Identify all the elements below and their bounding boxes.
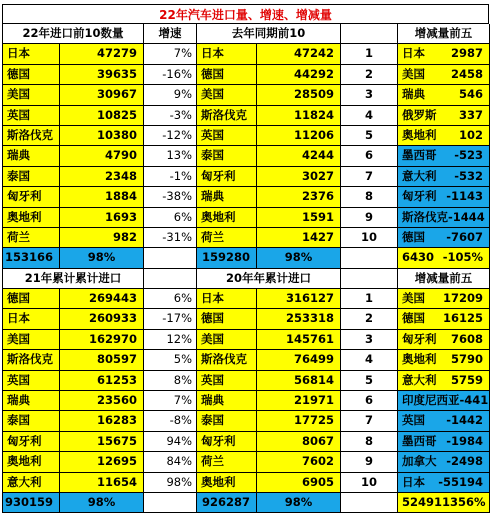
- change-country: 俄罗斯: [402, 107, 437, 122]
- cell-change[interactable]: [398, 44, 490, 64]
- change-country: 日本: [402, 474, 425, 489]
- total-change-pct: -105%: [442, 250, 483, 265]
- cell-value-lastyear[interactable]: 2376: [257, 187, 341, 207]
- total-rank-blank[interactable]: [341, 248, 398, 268]
- cell-growth-pct-2[interactable]: 98%: [144, 473, 197, 493]
- cell-growth-pct[interactable]: 6%: [144, 208, 197, 228]
- total-change-pct: 1356%: [442, 494, 486, 509]
- change-value: -1143: [446, 189, 483, 204]
- cell-growth-pct-2[interactable]: 6%: [144, 289, 197, 309]
- cell-rank-2[interactable]: 2: [341, 309, 398, 329]
- cell-value-2020[interactable]: 253318: [257, 309, 341, 329]
- cell-rank[interactable]: 6: [341, 146, 398, 166]
- change-country: 印度尼西亚: [402, 393, 460, 408]
- cell-growth-pct-2[interactable]: 84%: [144, 452, 197, 472]
- total-lastyear-share[interactable]: 98%: [257, 248, 341, 268]
- cell-value-2020[interactable]: 7602: [257, 452, 341, 472]
- cell-value-lastyear[interactable]: 4244: [257, 146, 341, 166]
- cell-country-2021[interactable]: 瑞典: [3, 391, 60, 411]
- cell-country-2022[interactable]: 瑞典: [3, 146, 60, 166]
- cell-country-2021[interactable]: 日本: [3, 309, 60, 329]
- cell-rank-2[interactable]: 1: [341, 289, 398, 309]
- change-country: 意大利: [402, 372, 437, 387]
- change-country: 匈牙利: [402, 331, 437, 346]
- cell-country-2021[interactable]: 英国: [3, 371, 60, 391]
- change-country: 斯洛伐克: [402, 209, 448, 224]
- cell-change[interactable]: [398, 228, 490, 248]
- cell-value-2021[interactable]: 11654: [60, 473, 144, 493]
- cell-value-2020[interactable]: 145761: [257, 330, 341, 350]
- cell-change[interactable]: [398, 65, 490, 85]
- cell-value-2020[interactable]: 76499: [257, 350, 341, 370]
- cell-country-2021[interactable]: 美国: [3, 330, 60, 350]
- header-rank-blank[interactable]: [341, 24, 398, 44]
- cell-country-2020[interactable]: 奥地利: [197, 473, 257, 493]
- sheet-title: 22年汽车进口量、增速、增减量: [2, 4, 489, 24]
- cell-country-2020[interactable]: 瑞典: [197, 391, 257, 411]
- cell-value-2022[interactable]: 2348: [60, 167, 144, 187]
- cell-value-lastyear[interactable]: 11206: [257, 126, 341, 146]
- cell-value-2022[interactable]: 47279: [60, 44, 144, 64]
- cell-country-2020[interactable]: 匈牙利: [197, 432, 257, 452]
- spreadsheet: [2, 4, 489, 513]
- change-value: 17209: [442, 291, 483, 306]
- total-growth-blank-2[interactable]: [144, 493, 197, 513]
- cell-growth-pct[interactable]: -3%: [144, 106, 197, 126]
- cell-value-2020[interactable]: 6905: [257, 473, 341, 493]
- cell-change[interactable]: [398, 167, 490, 187]
- change-value: -55194: [438, 474, 483, 489]
- cell-change[interactable]: [398, 85, 490, 105]
- change-value: 16125: [442, 311, 483, 326]
- cell-change-2[interactable]: [398, 330, 490, 350]
- cell-growth-pct-2[interactable]: 8%: [144, 371, 197, 391]
- cell-rank-2[interactable]: 7: [341, 411, 398, 431]
- cell-value-2021[interactable]: 162970: [60, 330, 144, 350]
- change-value: 5759: [450, 372, 483, 387]
- cell-value-2022[interactable]: 30967: [60, 85, 144, 105]
- change-country: 墨西哥: [402, 148, 437, 163]
- cell-country-2020[interactable]: 日本: [197, 289, 257, 309]
- cell-value-lastyear[interactable]: 47242: [257, 44, 341, 64]
- cell-value-2022[interactable]: 39635: [60, 65, 144, 85]
- cell-value-2020[interactable]: 17725: [257, 411, 341, 431]
- change-value: -532: [454, 168, 483, 183]
- header-20-cumulative[interactable]: 20年年累计进口: [197, 269, 341, 289]
- cell-country-lastyear[interactable]: 匈牙利: [197, 167, 257, 187]
- cell-country-2022[interactable]: 匈牙利: [3, 187, 60, 207]
- change-country: 美国: [402, 291, 425, 306]
- cell-growth-pct-2[interactable]: -17%: [144, 309, 197, 329]
- cell-rank[interactable]: 9: [341, 208, 398, 228]
- cell-change[interactable]: [398, 106, 490, 126]
- cell-value-lastyear[interactable]: 28509: [257, 85, 341, 105]
- change-country: 美国: [402, 66, 425, 81]
- cell-growth-pct[interactable]: 7%: [144, 44, 197, 64]
- cell-growth-pct-2[interactable]: 7%: [144, 391, 197, 411]
- cell-country-2020[interactable]: 美国: [197, 330, 257, 350]
- cell-country-2020[interactable]: 德国: [197, 309, 257, 329]
- cell-growth-pct[interactable]: -16%: [144, 65, 197, 85]
- total-2020[interactable]: 926287: [197, 493, 257, 513]
- cell-rank-2[interactable]: 5: [341, 371, 398, 391]
- cell-growth-pct[interactable]: -38%: [144, 187, 197, 207]
- cell-country-2022[interactable]: 德国: [3, 65, 60, 85]
- change-value: -1984: [446, 433, 483, 448]
- cell-country-2022[interactable]: 泰国: [3, 167, 60, 187]
- cell-country-2021[interactable]: 奥地利: [3, 452, 60, 472]
- change-country: 日本: [402, 46, 425, 61]
- cell-rank[interactable]: 7: [341, 167, 398, 187]
- change-value: -7607: [446, 229, 483, 244]
- cell-growth-pct[interactable]: 9%: [144, 85, 197, 105]
- cell-country-2022[interactable]: 奥地利: [3, 208, 60, 228]
- change-value: -1444: [448, 209, 485, 224]
- cell-value-2021[interactable]: 269443: [60, 289, 144, 309]
- change-country: 瑞典: [402, 87, 425, 102]
- cell-value-2022[interactable]: 982: [60, 228, 144, 248]
- cell-change[interactable]: [398, 208, 490, 228]
- cell-country-2021[interactable]: 德国: [3, 289, 60, 309]
- cell-country-2022[interactable]: 荷兰: [3, 228, 60, 248]
- cell-value-2020[interactable]: 56814: [257, 371, 341, 391]
- cell-country-2022[interactable]: 日本: [3, 44, 60, 64]
- change-country: 匈牙利: [402, 189, 437, 204]
- cell-country-lastyear[interactable]: 瑞典: [197, 187, 257, 207]
- change-country: 英国: [402, 413, 425, 428]
- cell-country-2021[interactable]: 匈牙利: [3, 432, 60, 452]
- cell-country-lastyear[interactable]: 英国: [197, 126, 257, 146]
- cell-country-2020[interactable]: 泰国: [197, 411, 257, 431]
- cell-country-2022[interactable]: 斯洛伐克: [3, 126, 60, 146]
- cell-rank[interactable]: 2: [341, 65, 398, 85]
- total-2021-share[interactable]: 98%: [60, 493, 144, 513]
- cell-value-2022[interactable]: 10380: [60, 126, 144, 146]
- cell-growth-pct-2[interactable]: 5%: [144, 350, 197, 370]
- cell-value-2022[interactable]: 1693: [60, 208, 144, 228]
- total-change[interactable]: [398, 248, 490, 268]
- cell-change[interactable]: [398, 187, 490, 207]
- cell-rank[interactable]: 5: [341, 126, 398, 146]
- cell-value-2021[interactable]: 23560: [60, 391, 144, 411]
- cell-country-lastyear[interactable]: 奥地利: [197, 208, 257, 228]
- total-2021[interactable]: 930159: [3, 493, 60, 513]
- cell-country-2021[interactable]: 斯洛伐克: [3, 350, 60, 370]
- total-2022[interactable]: 153166: [3, 248, 60, 268]
- cell-growth-pct-2[interactable]: 94%: [144, 432, 197, 452]
- cell-country-2020[interactable]: 英国: [197, 371, 257, 391]
- cell-value-2021[interactable]: 80597: [60, 350, 144, 370]
- cell-country-2020[interactable]: 斯洛伐克: [197, 350, 257, 370]
- cell-change-2[interactable]: [398, 432, 490, 452]
- change-value: -523: [454, 148, 483, 163]
- cell-change-2[interactable]: [398, 350, 490, 370]
- cell-rank-2[interactable]: 3: [341, 330, 398, 350]
- change-value: 337: [458, 107, 483, 122]
- cell-growth-pct[interactable]: -31%: [144, 228, 197, 248]
- cell-rank-2[interactable]: 9: [341, 452, 398, 472]
- total-2022-share[interactable]: 98%: [60, 248, 144, 268]
- cell-country-2021[interactable]: 意大利: [3, 473, 60, 493]
- header-change-top5[interactable]: 增减量前五: [398, 24, 490, 44]
- cell-country-2022[interactable]: 美国: [3, 85, 60, 105]
- cell-value-2021[interactable]: 260933: [60, 309, 144, 329]
- header-21-cumulative[interactable]: 21年累计累计进口: [3, 269, 144, 289]
- cell-country-lastyear[interactable]: 斯洛伐克: [197, 106, 257, 126]
- change-value: -1442: [446, 413, 483, 428]
- cell-change-2[interactable]: [398, 411, 490, 431]
- header-change-top5-2[interactable]: 增减量前五: [398, 269, 490, 289]
- header-rank-blank-2[interactable]: [341, 269, 398, 289]
- cell-change-2[interactable]: [398, 452, 490, 472]
- cell-change[interactable]: [398, 146, 490, 166]
- cell-value-2021[interactable]: 61253: [60, 371, 144, 391]
- cell-country-lastyear[interactable]: 荷兰: [197, 228, 257, 248]
- change-value: 2987: [450, 46, 483, 61]
- cell-value-2021[interactable]: 12695: [60, 452, 144, 472]
- cell-value-2020[interactable]: 8067: [257, 432, 341, 452]
- change-value: 102: [458, 127, 483, 142]
- cell-change-2[interactable]: [398, 309, 490, 329]
- total-change-value: 52491: [402, 494, 443, 509]
- cell-growth-pct[interactable]: -12%: [144, 126, 197, 146]
- total-lastyear[interactable]: 159280: [197, 248, 257, 268]
- header-last-year-top10[interactable]: 去年同期前10: [197, 24, 341, 44]
- cell-change-2[interactable]: [398, 289, 490, 309]
- cell-rank[interactable]: 10: [341, 228, 398, 248]
- change-country: 奥地利: [402, 127, 437, 142]
- total-change-2[interactable]: [398, 493, 490, 513]
- change-country: 加拿大: [402, 454, 437, 469]
- cell-value-lastyear[interactable]: 1591: [257, 208, 341, 228]
- cell-value-2022[interactable]: 10825: [60, 106, 144, 126]
- cell-country-2022[interactable]: 英国: [3, 106, 60, 126]
- cell-change[interactable]: [398, 126, 490, 146]
- cell-country-lastyear[interactable]: 美国: [197, 85, 257, 105]
- header-22-import-top10[interactable]: 22年进口前10数量: [3, 24, 144, 44]
- cell-value-2022[interactable]: 1884: [60, 187, 144, 207]
- cell-value-lastyear[interactable]: 3027: [257, 167, 341, 187]
- cell-country-lastyear[interactable]: 泰国: [197, 146, 257, 166]
- cell-value-2021[interactable]: 15675: [60, 432, 144, 452]
- cell-change-2[interactable]: [398, 371, 490, 391]
- cell-rank-2[interactable]: 4: [341, 350, 398, 370]
- cell-value-lastyear[interactable]: 1427: [257, 228, 341, 248]
- change-value: 5790: [450, 352, 483, 367]
- cell-country-2021[interactable]: 泰国: [3, 411, 60, 431]
- total-rank-blank-2[interactable]: [341, 493, 398, 513]
- cell-growth-pct-2[interactable]: 12%: [144, 330, 197, 350]
- change-value: 2458: [450, 66, 483, 81]
- cell-rank-2[interactable]: 8: [341, 432, 398, 452]
- cell-rank-2[interactable]: 6: [341, 391, 398, 411]
- header-growth-blank[interactable]: [144, 269, 197, 289]
- cell-country-2020[interactable]: 荷兰: [197, 452, 257, 472]
- cell-rank[interactable]: 8: [341, 187, 398, 207]
- cell-change-2[interactable]: [398, 391, 490, 411]
- cell-rank[interactable]: 4: [341, 106, 398, 126]
- change-country: 奥地利: [402, 352, 437, 367]
- cell-rank[interactable]: 3: [341, 85, 398, 105]
- cell-value-2022[interactable]: 4790: [60, 146, 144, 166]
- change-country: 墨西哥: [402, 433, 437, 448]
- cell-value-lastyear[interactable]: 44292: [257, 65, 341, 85]
- cell-growth-pct[interactable]: 13%: [144, 146, 197, 166]
- total-change-value: 6430: [402, 250, 435, 265]
- cell-country-lastyear[interactable]: 德国: [197, 65, 257, 85]
- cell-growth-pct-2[interactable]: -8%: [144, 411, 197, 431]
- cell-value-lastyear[interactable]: 11824: [257, 106, 341, 126]
- cell-rank-2[interactable]: 10: [341, 473, 398, 493]
- change-country: 德国: [402, 229, 425, 244]
- cell-rank[interactable]: 1: [341, 44, 398, 64]
- change-value: 7608: [450, 331, 483, 346]
- cell-value-2020[interactable]: 21971: [257, 391, 341, 411]
- change-value: -441: [459, 393, 489, 408]
- cell-country-lastyear[interactable]: 日本: [197, 44, 257, 64]
- change-value: -2498: [446, 454, 483, 469]
- data-grid: [2, 24, 489, 513]
- cell-growth-pct[interactable]: -1%: [144, 167, 197, 187]
- change-value: 546: [458, 87, 483, 102]
- cell-value-2020[interactable]: 316127: [257, 289, 341, 309]
- total-2020-share[interactable]: 98%: [257, 493, 341, 513]
- change-country: 德国: [402, 311, 425, 326]
- cell-value-2021[interactable]: 16283: [60, 411, 144, 431]
- header-growth[interactable]: 增速: [144, 24, 197, 44]
- cell-change-2[interactable]: [398, 473, 490, 493]
- change-country: 意大利: [402, 168, 437, 183]
- total-growth-blank[interactable]: [144, 248, 197, 268]
